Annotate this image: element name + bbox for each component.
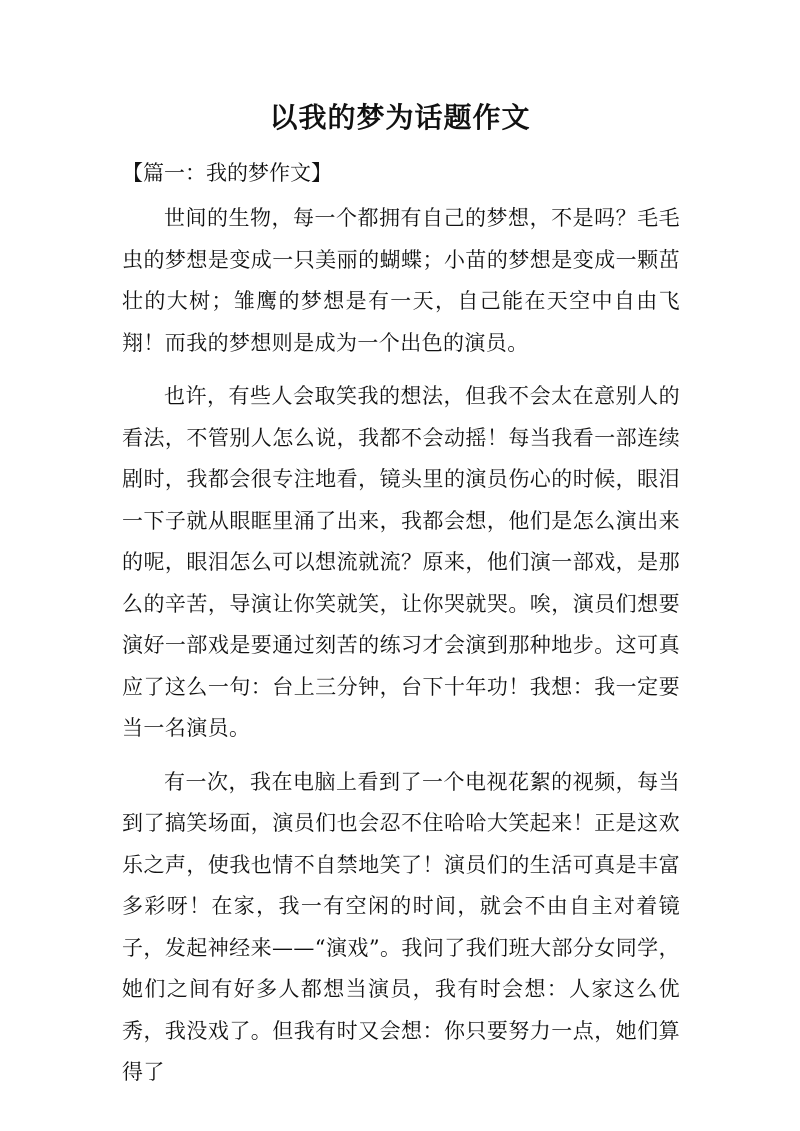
- document-title: 以我的梦为话题作文: [269, 101, 531, 134]
- body-text: [122, 198, 680, 1106]
- paragraph-1: 世间的生物，每一个都拥有自己的梦想，不是吗？毛毛虫的梦想是变成一只美丽的蝴蝶；小苗的梦想是变成一颗茁壮的大树；雏鹰的梦想是有一天，自己能在天空中自由飞翔！而我的梦想则是成为一个出色的演员。: [122, 206, 680, 355]
- paragraph-3: 有一次，我在电脑上看到了一个电视花絮的视频，每当到了搞笑场面，演员们也会忍不住哈哈大笑起来！正是这欢乐之声，使我也情不自禁地笑了！演员们的生活可真是丰富多彩呀！在家，我一有空闲的时间，就会不由自主对着镜子，发起神经来——“演戏”。我问了我们班大部分女同学，她们之间有好多人都想当演员，我有时会想：人家这么优秀，我没戏了。但我有时又会想：你只要努力一点，她们算得了: [122, 769, 680, 1084]
- section-heading: 【篇一：我的梦作文】: [122, 161, 332, 185]
- paragraph-2: 也许，有些人会取笑我的想法，但我不会太在意别人的看法，不管别人怎么说，我都不会动摇！每当我看一部连续剧时，我都会很专注地看，镜头里的演员伤心的时候，眼泪一下子就从眼眶里涌了出来，我都会想，他们是怎么演出来的呢，眼泪怎么可以想流就流？原来，他们演一部戏，是那么的辛苦，导演让你笑就笑，让你哭就哭。唉，演员们想要演好一部戏是要通过刻苦的练习才会演到那种地步。这可真应了这么一句：台上三分钟，台下十年功！我想：我一定要当一名演员。: [122, 384, 680, 740]
